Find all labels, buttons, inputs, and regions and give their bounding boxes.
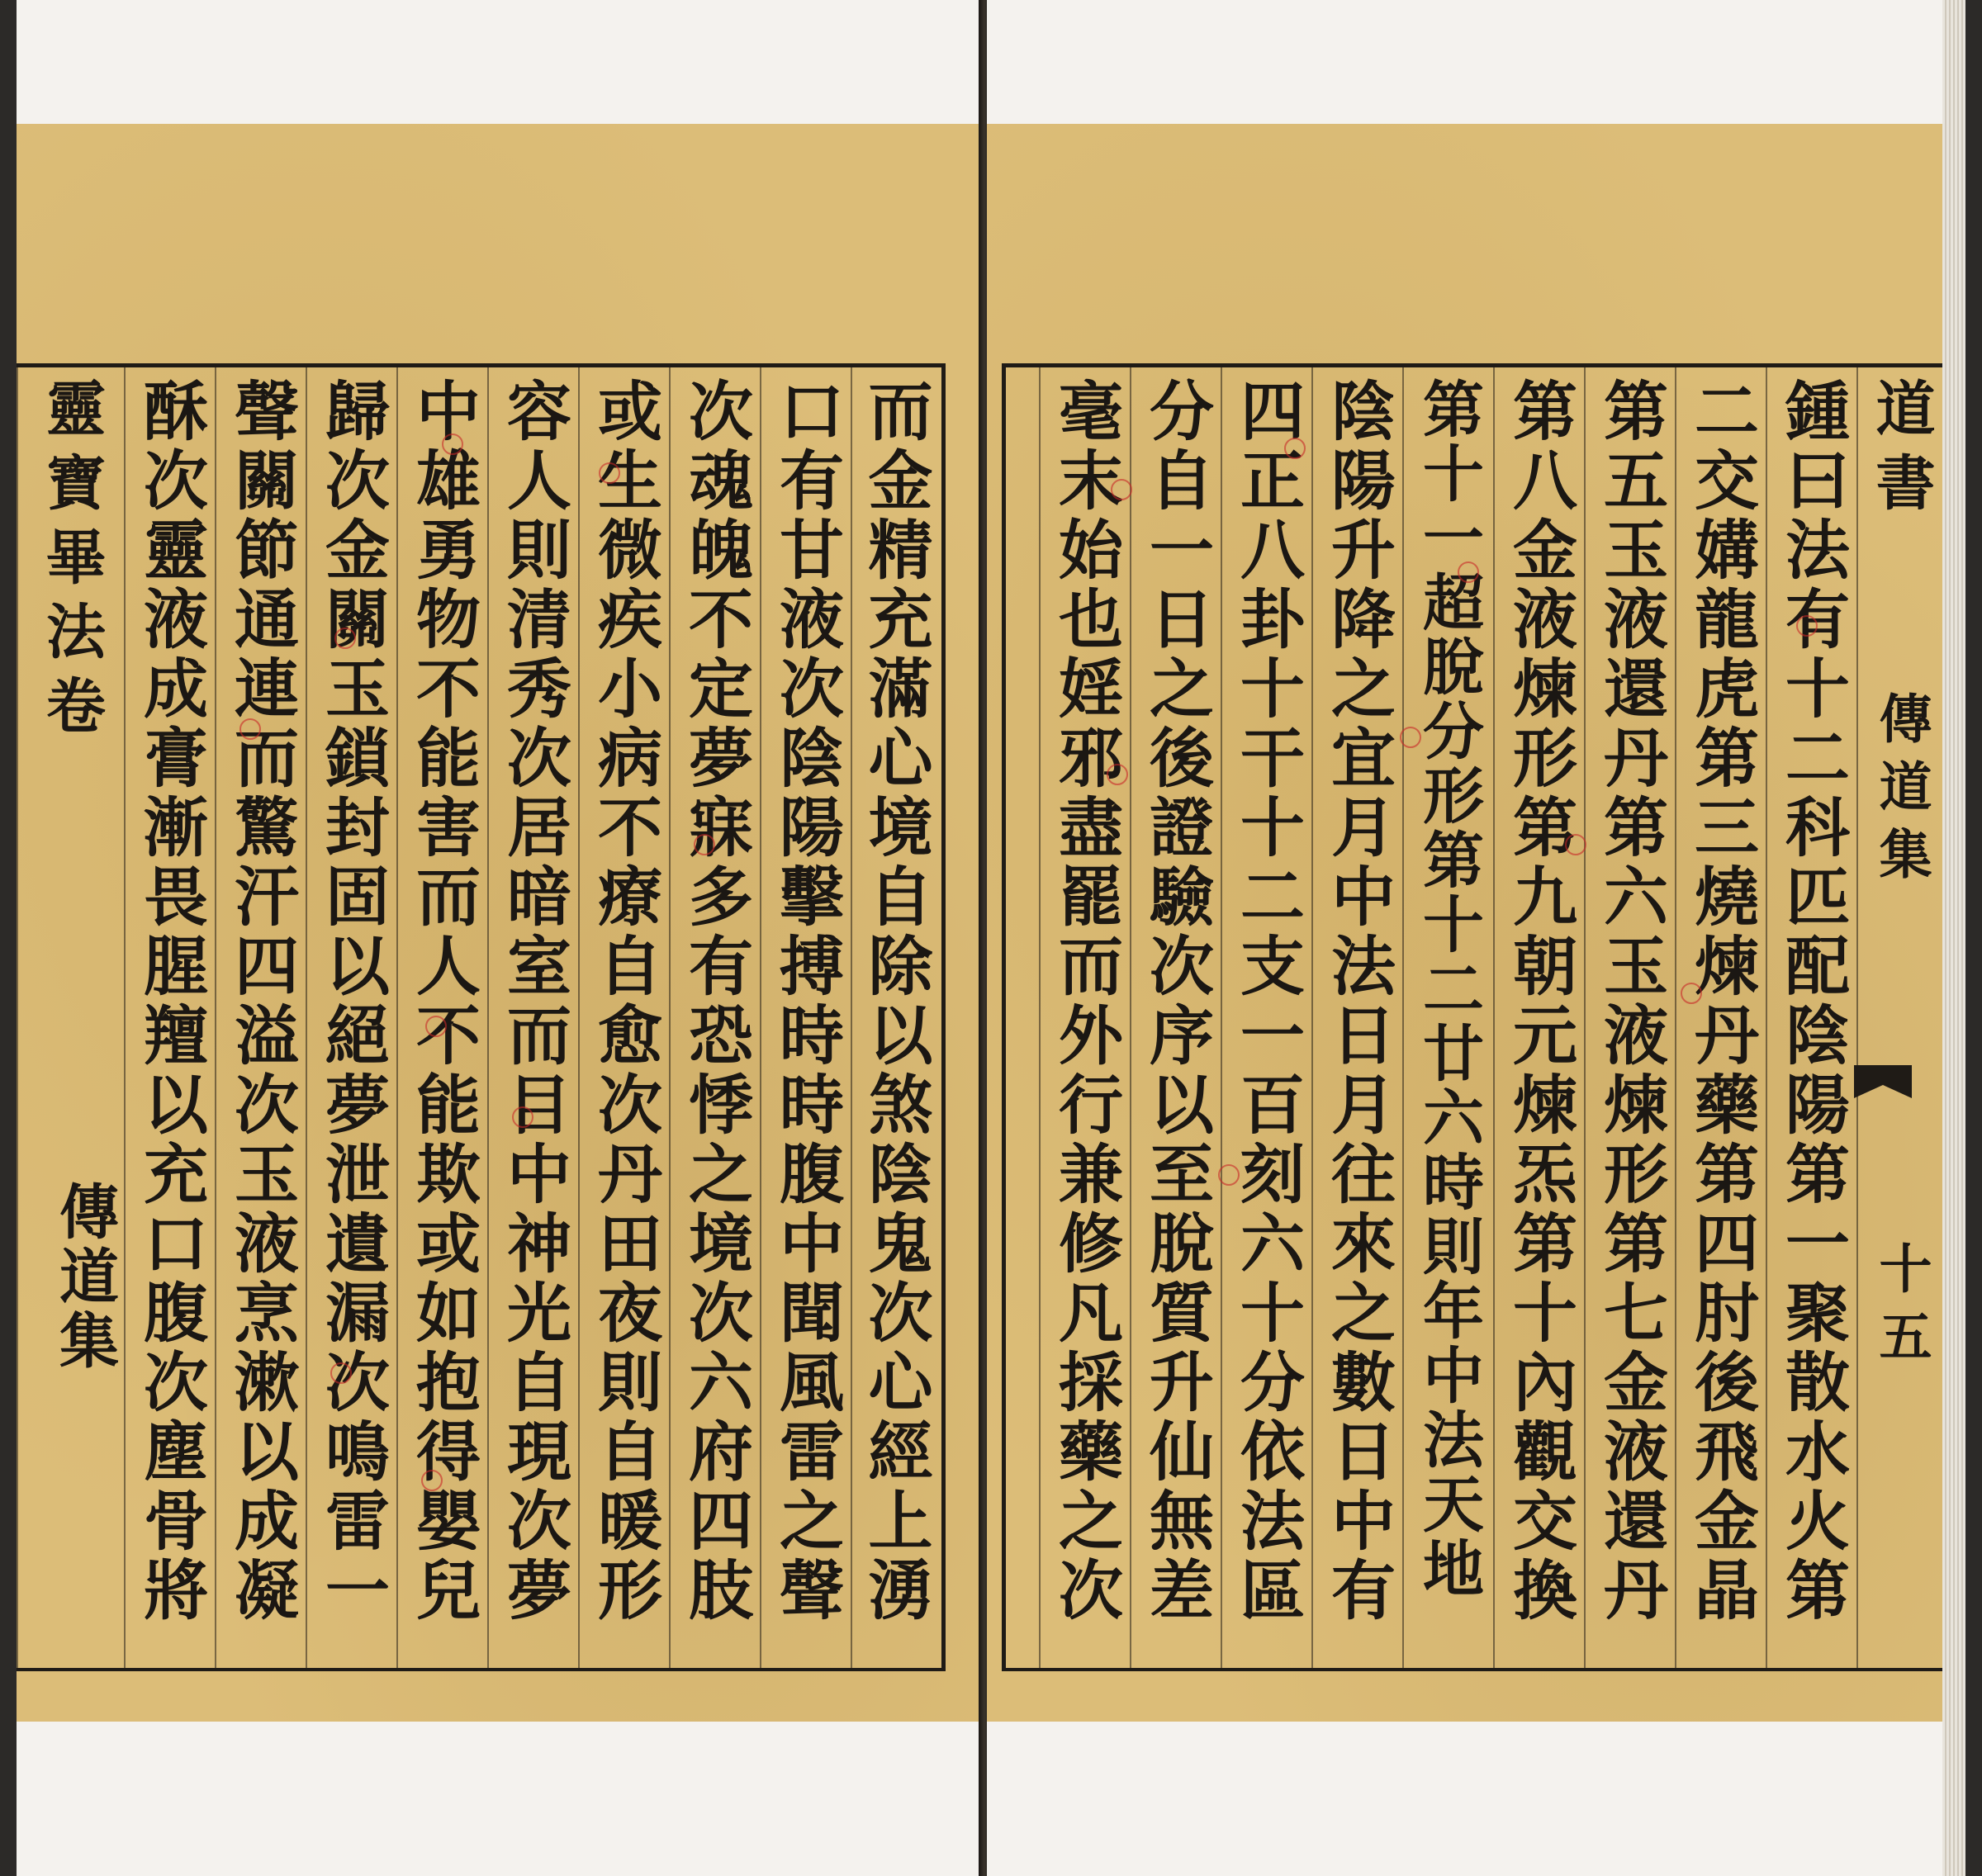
- red-circle-mark: [425, 1016, 447, 1037]
- left-page: [17, 0, 985, 1876]
- left-column-lower-text: 玉液烹漱以成凝: [224, 1140, 299, 1626]
- left-column-9: 酥次靈液成膏漸畏腥羶以 充口腹次塵骨將: [124, 367, 215, 1668]
- left-column-lower-text: 丹田夜則自暖形: [587, 1140, 662, 1626]
- left-column-6: 中雄勇物不能害而人不能 欺或如抱得嬰兒: [396, 367, 487, 1668]
- red-circle-mark: [1796, 615, 1818, 637]
- red-circle-mark: [599, 462, 620, 484]
- left-column-5: 容人則清秀次居暗室而目 中神光自現次夢: [487, 367, 578, 1668]
- left-column-2: 口有甘液次陰陽擊搏時時 腹中聞風雷之聲: [760, 367, 851, 1668]
- left-column-4: 或生微疾小病不療自愈次 丹田夜則自暖形: [578, 367, 669, 1668]
- right-column-9: 毫末始也婬邪盡罷而外行兼修凡採藥之次: [1039, 367, 1130, 1668]
- red-circle-mark: [512, 1106, 533, 1128]
- left-column-lower-text: 欺或如抱得嬰兒: [405, 1140, 481, 1626]
- red-circle-mark: [330, 1362, 352, 1384]
- red-circle-mark: [421, 1470, 443, 1491]
- right-folio: 十五: [1870, 1241, 1932, 1376]
- right-column-6: 陰陽升降之宜月中法日月往來之數日中有: [1311, 367, 1402, 1668]
- red-circle-mark: [1107, 764, 1128, 785]
- right-margin-column: [1856, 367, 1943, 1668]
- right-column-1: 鍾曰法有十二科匹配陰陽第一聚散水火第: [1766, 367, 1856, 1668]
- left-column-lower-text: 陰鬼次心經上湧: [857, 1140, 933, 1626]
- right-column-4: 第八金液煉形第九朝元煉炁第十內觀交換: [1493, 367, 1584, 1668]
- left-column-3: 次魂魄不定夢寐多有恐悸 之境次六府四肢: [669, 367, 760, 1668]
- left-column-lower-text: 充口腹次塵骨將: [133, 1140, 208, 1626]
- red-circle-mark: [1400, 727, 1421, 748]
- right-text-frame: [1002, 363, 1943, 1671]
- right-column-2: 二交媾龍虎第三燒煉丹藥第四肘後飛金晶: [1675, 367, 1766, 1668]
- red-circle-mark: [334, 628, 356, 649]
- left-margin-title: 靈寶畢法卷: [36, 377, 107, 749]
- left-column-lower-text: 之境次六府四肢: [678, 1140, 753, 1626]
- left-column-lower-text: 泄遺漏次鳴雷一: [315, 1140, 390, 1626]
- left-text-frame: [17, 363, 946, 1671]
- left-margin-collection: 傳道集: [50, 1181, 120, 1374]
- right-column-7: 四正八卦十干十二支一百刻六十分依法區: [1221, 367, 1311, 1668]
- red-circle-mark: [694, 834, 715, 855]
- red-circle-mark: [442, 433, 463, 455]
- red-circle-mark: [1284, 438, 1306, 459]
- right-column-3: 第五玉液還丹第六玉液煉形第七金液還丹: [1584, 367, 1675, 1668]
- right-page: [987, 0, 1965, 1876]
- red-circle-mark: [1111, 479, 1132, 500]
- right-margin-collection: 傳道集: [1870, 691, 1932, 894]
- page-stack-edge: [1942, 0, 1965, 1876]
- red-circle-mark: [1218, 1164, 1240, 1186]
- left-margin-column: [17, 367, 124, 1668]
- left-column-lower-text: 腹中聞風雷之聲: [769, 1140, 844, 1626]
- right-column-5: 第十一超脫分形第十二廿六時則年中法天地: [1402, 367, 1493, 1668]
- red-circle-mark: [1458, 561, 1479, 583]
- red-circle-mark: [1565, 834, 1586, 855]
- left-column-8: 聲關節通連而驚汗四溢次 玉液烹漱以成凝: [215, 367, 306, 1668]
- left-column-7: 歸次金關玉鎖封固以絕夢 泄遺漏次鳴雷一: [306, 367, 396, 1668]
- left-column-1: 而金精充滿心境自除以煞 陰鬼次心經上湧: [851, 367, 937, 1668]
- left-column-lower-text: 中神光自現次夢: [496, 1140, 571, 1626]
- red-circle-mark: [1681, 983, 1702, 1004]
- right-column-8: 分自一日之後證驗次序以至脫質升仙無差: [1130, 367, 1221, 1668]
- right-margin-title: 道書: [1866, 377, 1937, 526]
- red-circle-mark: [239, 718, 261, 740]
